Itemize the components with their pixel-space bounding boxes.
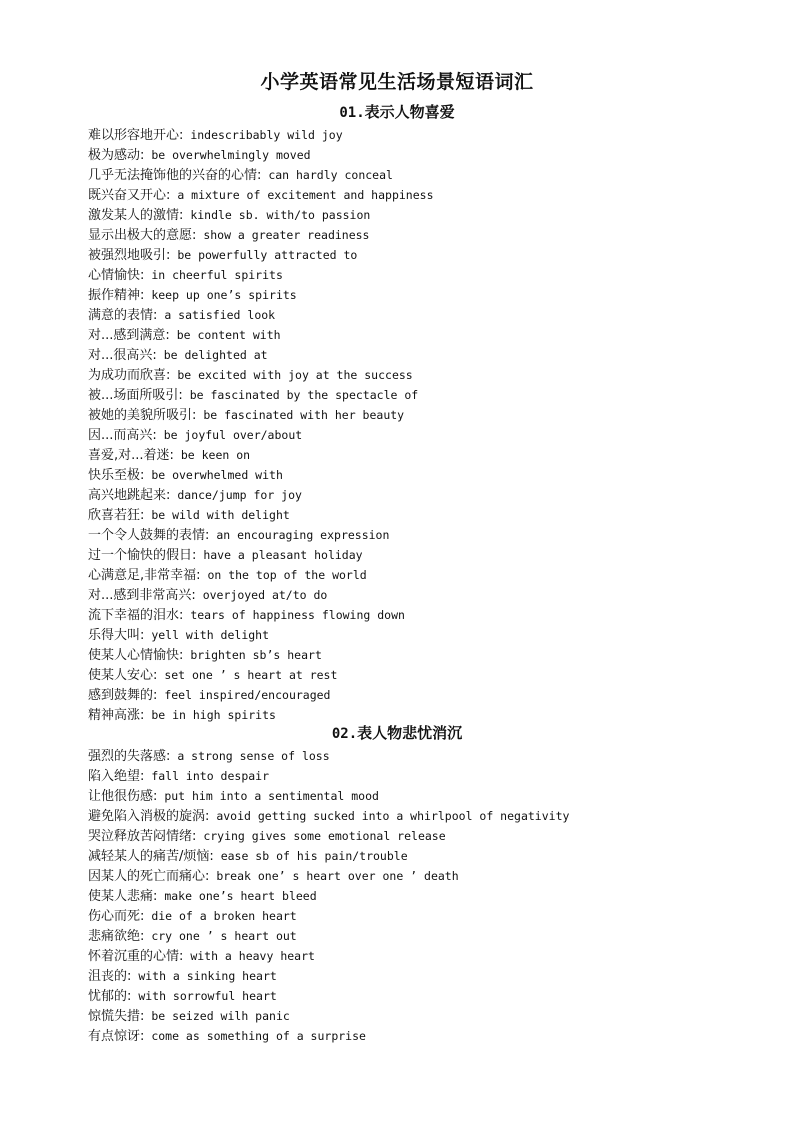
phrase-chinese: 过一个愉快的假日: xyxy=(88,548,197,563)
phrase-chinese: 喜爱,对...着迷: xyxy=(88,448,174,463)
phrase-english: be content with xyxy=(169,328,281,342)
phrase-chinese: 对...感到满意: xyxy=(88,328,170,343)
phrase-english: be in high spirits xyxy=(144,708,276,722)
phrase-english: be fascinated by the spectacle of xyxy=(182,388,419,402)
phrase-english: crying gives some emotional release xyxy=(196,829,446,843)
phrase-english: be wild with delight xyxy=(144,508,290,522)
phrase-entry xyxy=(88,525,434,545)
phrase-chinese: 被...场面所吸引: xyxy=(88,388,183,403)
phrase-entry xyxy=(88,245,434,265)
phrase-chinese: 流下幸福的泪水: xyxy=(88,608,184,623)
phrase-entry xyxy=(88,145,434,165)
phrase-entry xyxy=(88,605,434,625)
phrase-entry xyxy=(88,786,569,806)
phrase-english: be excited with joy at the success xyxy=(170,368,413,382)
phrase-english: be seized wilh panic xyxy=(144,1009,290,1023)
phrase-entry xyxy=(88,866,569,886)
phrase-chinese: 振作精神: xyxy=(88,288,145,303)
phrase-english: show a greater readiness xyxy=(196,228,370,242)
phrase-entry xyxy=(88,565,434,585)
phrase-english: with a heavy heart xyxy=(183,949,315,963)
phrase-english: cry one ’ s heart out xyxy=(144,929,297,943)
phrase-english: be joyful over/about xyxy=(156,428,303,442)
phrase-entry xyxy=(88,906,569,926)
phrase-chinese: 极为感动: xyxy=(88,148,145,163)
phrase-entry xyxy=(88,325,434,345)
phrase-chinese: 欣喜若狂: xyxy=(88,508,145,523)
phrase-chinese: 减轻某人的痛苦/烦恼: xyxy=(88,849,214,864)
phrase-english: have a pleasant holiday xyxy=(196,548,363,562)
phrase-entry xyxy=(88,505,434,525)
phrase-entry xyxy=(88,966,569,986)
phrase-english: brighten sb’s heart xyxy=(183,648,322,662)
phrase-entry xyxy=(88,305,434,325)
phrase-chinese: 强烈的失落感: xyxy=(88,749,171,764)
phrase-chinese: 伤心而死: xyxy=(88,909,145,924)
phrase-english: come as something of a surprise xyxy=(144,1029,366,1043)
phrase-entry xyxy=(88,685,434,705)
phrase-chinese: 使某人心情愉快: xyxy=(88,648,184,663)
phrase-chinese: 对...感到非常高兴: xyxy=(88,588,196,603)
phrase-english: set one ’ s heart at rest xyxy=(157,668,338,682)
phrase-english: dance/jump for joy xyxy=(170,488,302,502)
phrase-english: fall into despair xyxy=(144,769,270,783)
phrase-english: be overwhelmingly moved xyxy=(144,148,311,162)
phrase-entry xyxy=(88,425,434,445)
phrase-chinese: 因某人的死亡而痛心: xyxy=(88,869,210,884)
phrase-chinese: 精神高涨: xyxy=(88,708,145,723)
phrase-english: overjoyed at/to do xyxy=(195,588,328,602)
phrase-entry xyxy=(88,465,434,485)
phrase-chinese: 惊慌失措: xyxy=(88,1009,145,1024)
phrase-entry xyxy=(88,585,434,605)
phrase-chinese: 难以形容地开心: xyxy=(88,128,184,143)
phrase-english: can hardly conceal xyxy=(261,168,393,182)
phrase-english: put him into a sentimental mood xyxy=(157,789,379,803)
phrase-chinese: 沮丧的: xyxy=(88,969,132,984)
phrase-entry xyxy=(88,926,569,946)
phrase-chinese: 使某人安心: xyxy=(88,668,158,683)
phrase-list-2 xyxy=(88,746,569,1046)
section-heading-text: 表示人物喜爱 xyxy=(364,103,455,121)
phrase-chinese: 乐得大叫: xyxy=(88,628,145,643)
phrase-chinese: 怀着沉重的心情: xyxy=(88,949,184,964)
phrase-english: indescribably wild joy xyxy=(183,128,343,142)
phrase-entry xyxy=(88,545,434,565)
phrase-entry xyxy=(88,445,434,465)
phrase-entry xyxy=(88,205,434,225)
phrase-entry xyxy=(88,265,434,285)
phrase-entry xyxy=(88,766,569,786)
phrase-english: in cheerful spirits xyxy=(144,268,283,282)
phrase-english: make one’s heart bleed xyxy=(157,889,317,903)
phrase-english: be keen on xyxy=(173,448,251,462)
phrase-english: with a sinking heart xyxy=(131,969,277,983)
phrase-entry xyxy=(88,625,434,645)
phrase-chinese: 使某人悲痛: xyxy=(88,889,158,904)
phrase-english: feel inspired/encouraged xyxy=(157,688,331,702)
phrase-chinese: 因...而高兴: xyxy=(88,428,157,443)
phrase-entry xyxy=(88,806,569,826)
phrase-entry xyxy=(88,986,569,1006)
phrase-english: be overwhelmed with xyxy=(144,468,283,482)
phrase-chinese: 一个令人鼓舞的表情: xyxy=(88,528,210,543)
phrase-entry xyxy=(88,946,569,966)
phrase-chinese: 几乎无法掩饰他的兴奋的心情: xyxy=(88,168,262,183)
phrase-list-1 xyxy=(88,125,434,725)
phrase-english: ease sb of his pain/trouble xyxy=(213,849,408,863)
phrase-english: keep up one’s spirits xyxy=(144,288,297,302)
phrase-chinese: 对...很高兴: xyxy=(88,348,157,363)
phrase-chinese: 高兴地跳起来: xyxy=(88,488,171,503)
phrase-chinese: 感到鼓舞的: xyxy=(88,688,158,703)
phrase-english: break one’ s heart over one ’ death xyxy=(209,869,459,883)
phrase-english: on the top of the world xyxy=(200,568,367,582)
phrase-entry xyxy=(88,165,434,185)
phrase-chinese: 让他很伤感: xyxy=(88,789,158,804)
phrase-entry xyxy=(88,365,434,385)
phrase-chinese: 心满意足,非常幸福: xyxy=(88,568,201,583)
phrase-english: kindle sb. with/to passion xyxy=(183,208,371,222)
phrase-chinese: 忧郁的: xyxy=(88,989,132,1004)
section-number: 01. xyxy=(339,105,365,121)
phrase-chinese: 陷入绝望: xyxy=(88,769,145,784)
phrase-entry xyxy=(88,385,434,405)
phrase-chinese: 被强烈地吸引: xyxy=(88,248,171,263)
phrase-entry xyxy=(88,665,434,685)
phrase-entry xyxy=(88,345,434,365)
phrase-entry xyxy=(88,826,569,846)
phrase-chinese: 心情愉快: xyxy=(88,268,145,283)
phrase-entry xyxy=(88,405,434,425)
phrase-chinese: 避免陷入消极的旋涡: xyxy=(88,809,210,824)
phrase-english: with sorrowful heart xyxy=(131,989,277,1003)
phrase-entry xyxy=(88,746,569,766)
phrase-chinese: 既兴奋又开心: xyxy=(88,188,171,203)
phrase-entry xyxy=(88,1006,569,1026)
phrase-english: avoid getting sucked into a whirlpool of negativity xyxy=(209,809,570,823)
phrase-entry xyxy=(88,225,434,245)
phrase-english: be powerfully attracted to xyxy=(170,248,358,262)
phrase-chinese: 满意的表情: xyxy=(88,308,158,323)
phrase-english: yell with delight xyxy=(144,628,270,642)
phrase-entry xyxy=(88,846,569,866)
phrase-chinese: 被她的美貌所吸引: xyxy=(88,408,197,423)
phrase-chinese: 有点惊讶: xyxy=(88,1029,145,1044)
phrase-entry xyxy=(88,886,569,906)
phrase-english: a strong sense of loss xyxy=(170,749,330,763)
phrase-chinese: 激发某人的激情: xyxy=(88,208,184,223)
phrase-entry xyxy=(88,185,434,205)
phrase-english: a satisfied look xyxy=(157,308,276,322)
phrase-entry xyxy=(88,485,434,505)
phrase-english: an encouraging expression xyxy=(209,528,390,542)
phrase-entry xyxy=(88,645,434,665)
section-heading-text: 表人物悲忧消沉 xyxy=(357,724,463,742)
phrase-entry xyxy=(88,125,434,145)
phrase-english: die of a broken heart xyxy=(144,909,297,923)
phrase-english: tears of happiness flowing down xyxy=(183,608,405,622)
phrase-chinese: 哭泣释放苦闷情绪: xyxy=(88,829,197,844)
phrase-english: be fascinated with her beauty xyxy=(196,408,405,422)
phrase-chinese: 为成功而欣喜: xyxy=(88,368,171,383)
phrase-chinese: 快乐至极: xyxy=(88,468,145,483)
phrase-entry xyxy=(88,285,434,305)
phrase-english: be delighted at xyxy=(156,348,268,362)
section-heading-2 xyxy=(0,722,794,745)
phrase-entry xyxy=(88,1026,569,1046)
phrase-chinese: 显示出极大的意愿: xyxy=(88,228,197,243)
section-heading-1 xyxy=(0,101,794,124)
section-number: 02. xyxy=(331,726,358,742)
phrase-chinese: 悲痛欲绝: xyxy=(88,929,145,944)
phrase-english: a mixture of excitement and happiness xyxy=(170,188,434,202)
document-title: 小学英语常见生活场景短语词汇 xyxy=(260,71,534,93)
